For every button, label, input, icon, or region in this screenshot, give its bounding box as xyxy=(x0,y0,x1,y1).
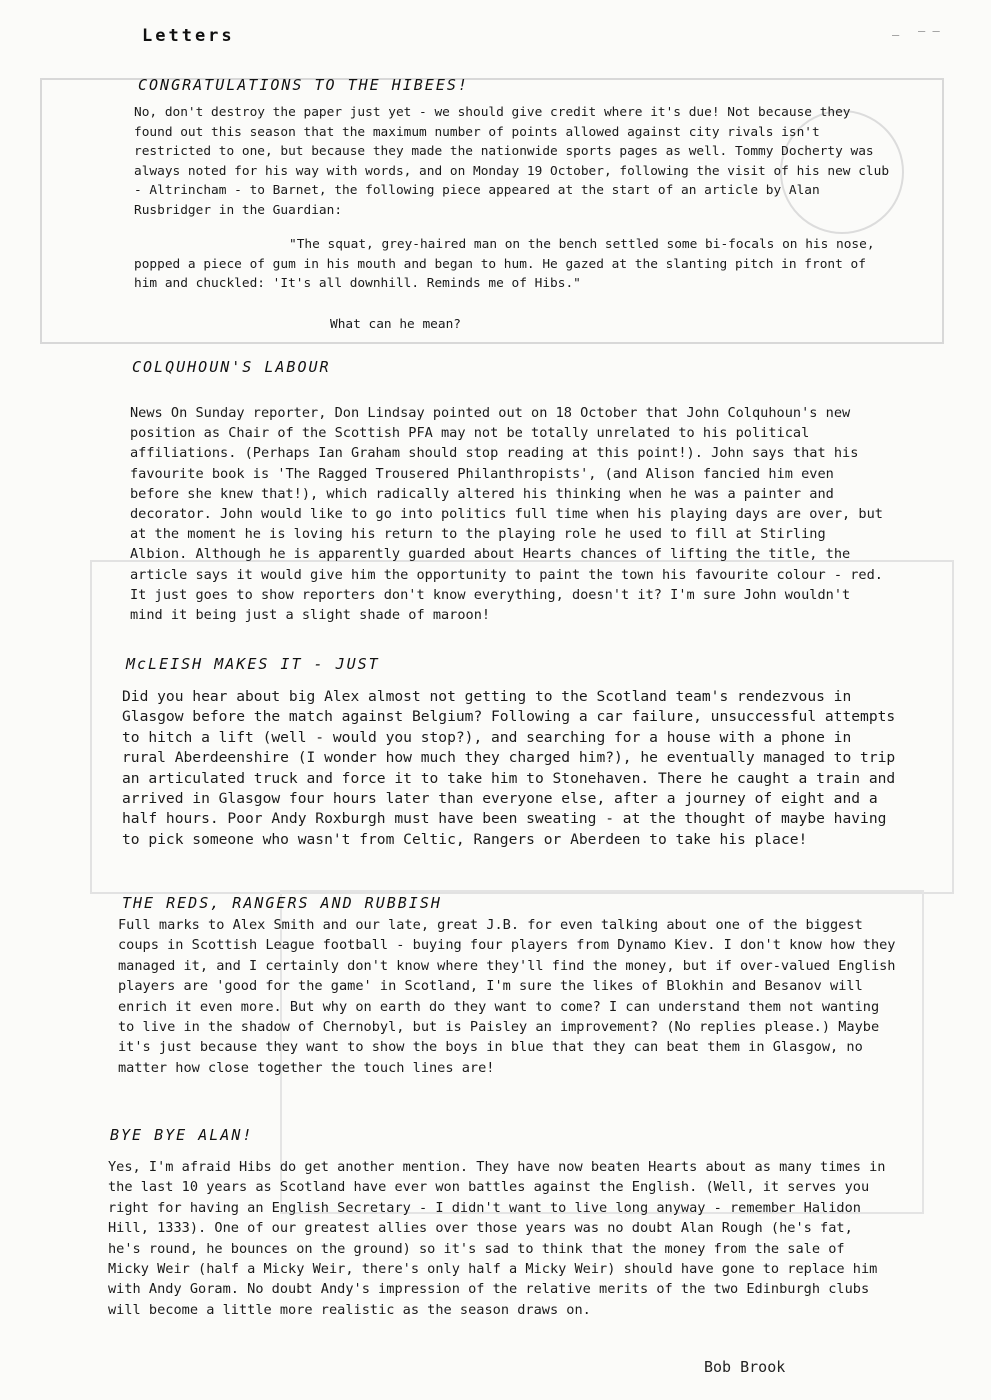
article-aside-hibees: What can he mean? xyxy=(330,317,461,332)
article-title-reds-rangers: THE REDS, RANGERS AND RUBBISH xyxy=(122,894,442,912)
article-title-bye-bye-alan: BYE BYE ALAN! xyxy=(110,1126,254,1144)
article-title-colquhoun: COLQUHOUN'S LABOUR xyxy=(132,358,331,376)
article-body-bye-bye-alan: Yes, I'm afraid Hibs do get another mention. They have now beaten Hearts about as many times in the last 10 years as Scotland have ever won battles against the English. (Well, it serves you right for having an English Secretary - I didn't want to live long anyway - remember Halidon Hill, 1333). One of our greatest allies over those years was no doubt Alan Rough (he's fat, he's round, he bounces on the ground) so it's sad to think that the money from the sale of Micky Weir (half a Micky Weir, there's only half a Micky Weir) should have gone to replace him with Andy Goram. No doubt Andy's impression of the relative merits of the two Edinburgh clubs will become a little more realistic as the season draws on. xyxy=(108,1159,886,1318)
corner-mark-2: — — xyxy=(918,24,940,38)
author-signature: Bob Brook xyxy=(704,1358,786,1376)
article-quote-hibees: "The squat, grey-haired man on the bench settled some bi-focals on his nose, popped a piece of gum in his mouth and began to hum. He gazed at the slanting pitch in front of him and chuckled: 'It's all downhill. Reminds me of Hibs." xyxy=(134,237,875,292)
article-body-hibees: No, don't destroy the paper just yet - we should give credit where it's due! Not because they found out this season that the maximum number of points allowed against city rivals isn't restricted to one, but because they made the nationwide sports pages as well. Tommy Docherty was always noted for his way with words, and on Monday 19 October, following the visit of his new club - Altrincham - to Barnet, the following piece appeared at the start of an article by Alan Rusbridger in the Guardian: xyxy=(134,105,890,218)
article-body-reds-rangers: Full marks to Alex Smith and our late, great J.B. for even talking about one of the biggest coups in Scottish League football - buying four players from Dynamo Kiev. I don't know how they managed it, and I certainly don't know where they'll find the money, but if over-valued English players are 'good for the game' in Scotland, I'm sure the likes of Blokhin and Besanov will enrich it even more. But why on earth do they want to come? I can understand them not wanting to live in the shadow of Chernobyl, but is Paisley an improvement? (No replies please.) Maybe it's just because they want to show the boys in blue that they can beat them in Glasgow, no matter how close together the touch lines are! xyxy=(118,917,896,1076)
article-title-hibees: CONGRATULATIONS TO THE HIBEES! xyxy=(138,76,469,94)
article-body-mcleish: Did you hear about big Alex almost not getting to the Scotland team's rendezvous in Glasgow before the match against Belgium? Following a car failure, unsuccessful attempts to hitch a lift (well - would you stop?), and searching for a house with a phone in rural Aberdeenshire (I wonder how much they charged him?), he eventually managed to trip an articulated truck and force it to take him to Stonehaven. There he caught a train and arrived in Glasgow four hours later than everyone else, after a journey of eight and a half hours. Poor Andy Roxburgh must have been sweating - at the thought of maybe having to pick someone who wasn't from Celtic, Rangers or Aberdeen to take his place! xyxy=(122,688,896,848)
page-heading: Letters xyxy=(142,26,235,46)
article-title-mcleish: McLEISH MAKES IT - JUST xyxy=(126,655,380,673)
corner-mark: — xyxy=(892,28,900,42)
article-body-colquhoun: News On Sunday reporter, Don Lindsay pointed out on 18 October that John Colquhoun's new position as Chair of the Scottish PFA may not be totally unrelated to his political affiliations. (Perhaps Ian Graham should stop reading at this point!). John says that his favourite book is 'The Ragged Trousered Philanthropists', (and Alison fancied him even before she knew that!), which radically altered his thinking when he was a painter and decorator. John would like to go into politics full time when his playing days are over, but at the moment he is loving his return to the playing role he used to fill at Stirling Albion. Although he is apparently guarded about Hearts chances of lifting the title, the article says it would give him the opportunity to paint the town his favourite colour - red. It just goes to show reporters don't know everything, doesn't it? I'm sure John wouldn't mind it being just a slight shade of maroon! xyxy=(130,405,883,624)
